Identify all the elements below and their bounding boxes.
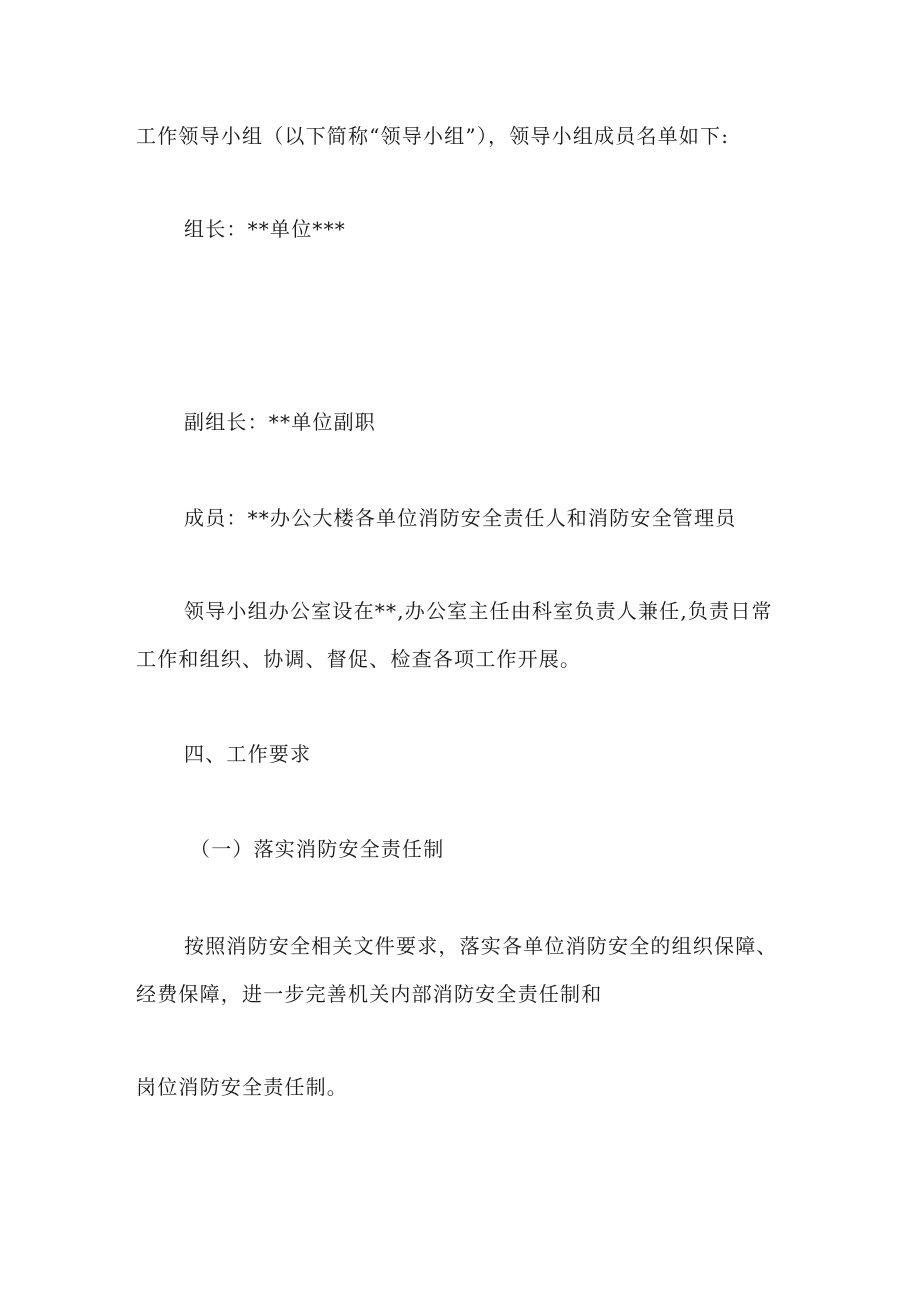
paragraph-line-group-leader: 组长：**单位*** [184,217,346,241]
paragraph-line-requirements-2: 经费保障，进一步完善机关内部消防安全责任制和 [136,982,603,1006]
paragraph-line-members: 成员：**办公大楼各单位消防安全责任人和消防安全管理员 [184,506,737,530]
paragraph-line-requirements-1: 按照消防安全相关文件要求，落实各单位消防安全的组织保障、 [184,934,778,958]
paragraph-line-office-setup: 领导小组办公室设在**,办公室主任由科室负责人兼任,负责日常 [184,599,773,623]
paragraph-line-deputy-leader: 副组长：**单位副职 [184,410,376,434]
paragraph-line-office-duties: 工作和组织、协调、督促、检查各项工作开展。 [136,647,582,671]
section-heading-work-requirements: 四、工作要求 [184,742,312,766]
paragraph-line-requirements-3: 岗位消防安全责任制。 [136,1075,348,1099]
subsection-heading-responsibility: （一）落实消防安全责任制 [190,837,445,861]
paragraph-line-leadership-intro: 工作领导小组（以下简称“领导小组”），领导小组成员名单如下: [136,124,730,148]
